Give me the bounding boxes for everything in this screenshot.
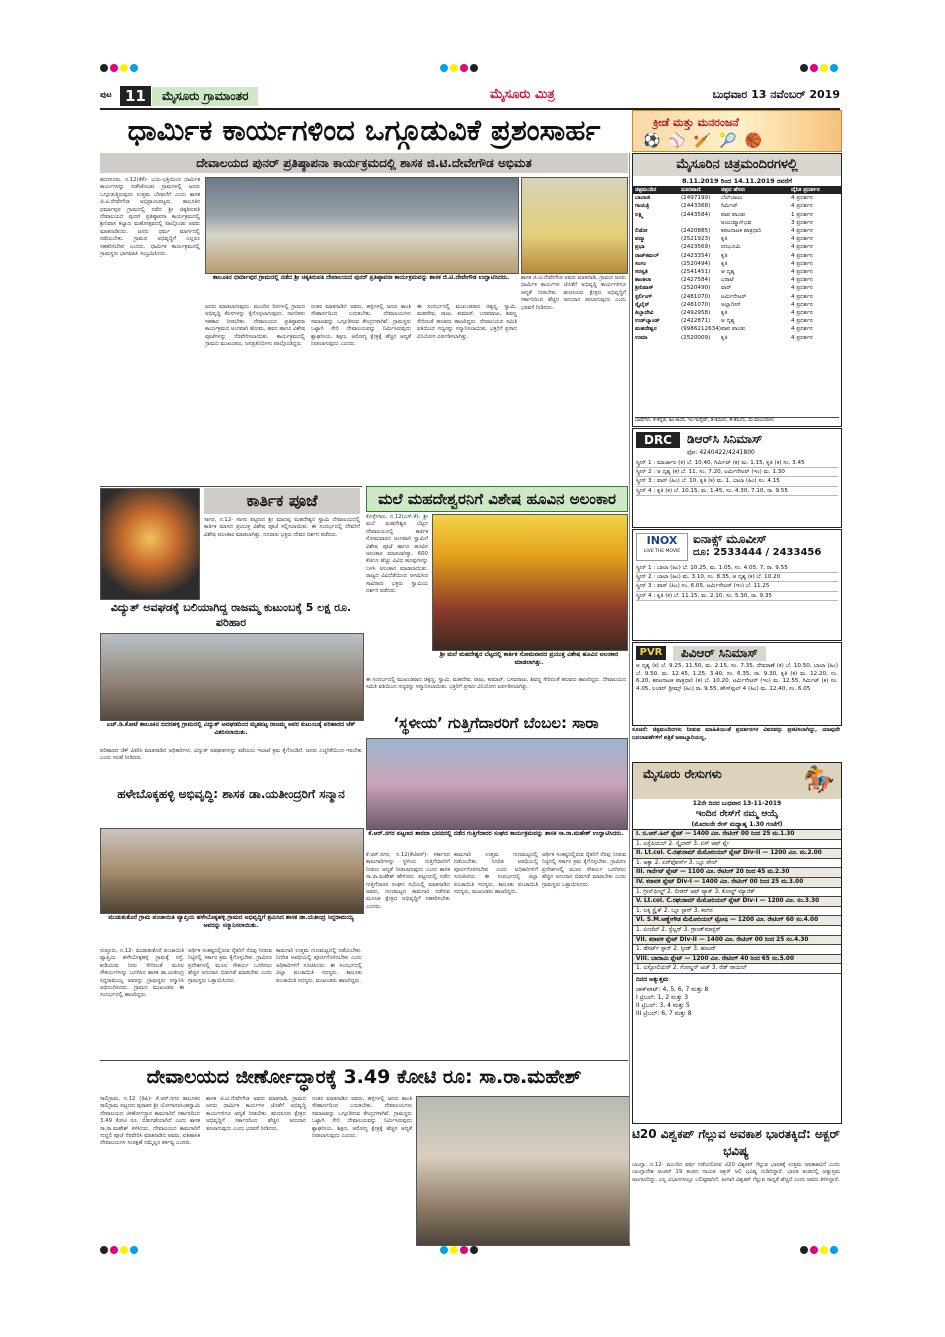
halebokkahalli-caption: ಮುಡುಕುತೊರೆ ಗ್ರಾಮ ಪಂಚಾಯಿತಿ ವ್ಯಾಪ್ತಿಯ ಹಳೇಬೊಕ್ಕಹಳ್ಳಿ ಗ್ರಾಮದ ಅಭಿವೃದ್ಧಿಗೆ ಶ್ರಮಿಸಿದ ಶಾಸಕ ಡಾ.ಯತೀಂದ್ರ ಸಿದ್ದರಾಮಯ್ಯ ಅವರನ್ನು ಸನ್ಮಾನಿಸಲಾಯಿತು. (108, 914, 354, 929)
cinema-cell: ಲಕ್ಷ್ಮಿ (635, 211, 644, 218)
cinema-table-row (633, 301, 841, 309)
races-header (633, 763, 841, 799)
race-line: 1. ಲಕ್ಕಿ ಸ್ಟ್ರೈಕ್ 2. ಬ್ಲೂ ಸ್ಟಾರ್ 3. ಕಂಗನ (633, 907, 841, 917)
cinema-cell: ಗಾಯತ್ರಿ (635, 203, 650, 210)
cinema-listing (632, 153, 842, 427)
race-line: 1. ಏಂಜೆಲ್ 2. ಸ್ಟೆಲ್ಲರ್ 3. ಗ್ರಾಂಡ್‌ಮಾಸ್ಟರ್ (633, 926, 841, 936)
cinema-table-row (633, 219, 841, 227)
cinema-cell: ಕೃತಿ (721, 236, 728, 243)
cinema-date-range: 8.11.2019 ರಿಂದ 14.11.2019 ರವರೆಗೆ (681, 177, 793, 185)
cinema-cell: 4 ಪ್ರದರ್ಶನ (791, 260, 813, 267)
pvr-body: ಆ ದೃಶ್ಯ (ಕ) ಬೆ. 9.25, 11.50, ಮ. 2.15, ಸಂ. 7.35, ದೇವರಾಣೆ (ಕ) ಬೆ. 10.50, ಬಾಲಾ (ಹಿಂ) ಬೆ. 9.50, ಮ. 12.45, 1.25, 3.40, ಸಂ. 6.35, ರಾ. 9.30, ಕೃತಿ (ಕ) ಮ. 12.20, ಸಂ. 6.20, ಕಪಟನಾಟಕ ಪಾತ್ರಧಾರಿ (ಕ) ಬೆ. 10.20, ಟರ್ಮಿನೇಟರ್ (ಇಂ) ಮ. 12.55, ಗಿರ್ಮಿಟ್ (ಕ) ಸಂ. 4.05, ಲಂಡನ್ ಡ್ರೀಮ್ಸ್ (ಹಿಂ) ರಾ. 9.55, ಹೌಸ್‌ಫುಲ್ 4 (ಹಿಂ) ಮ. 12.40, ಸಂ. 6.05 (636, 663, 838, 692)
cinema-cell (633, 219, 681, 227)
cinema-cell: (2443368) (681, 203, 711, 210)
races-jackpot (633, 986, 841, 1018)
inox-screen-line: ಸ್ಕ್ರೀನ್ 1 : ಬಾಲಾ (ಹಿಂ) ಬೆ. 10.25, ಮ. 1.05, ಸಂ. 4.05, 7, ರಾ. 9.55 (636, 564, 838, 573)
race-jackpot-line: II ಟ್ರಿಬಲ್: 3, 4 ಮತ್ತು 5 (636, 1001, 690, 1009)
karthika-headline: ಕಾರ್ತಿಕ ಪೂಜೆ (204, 488, 360, 514)
cinema-table-row (633, 194, 841, 202)
race-jackpot-line: ಜಾಕ್‌ಪಾಟ್: 4, 5, 6, 7 ಮತ್ತು 8 (636, 985, 709, 993)
flower-headline: ಮಲೆ ಮಹದೇಶ್ವರನಿಗೆ ವಿಶೇಷ ಹೂವಿನ ಅಲಂಕಾರ (366, 486, 628, 512)
compensation-caption: ಎಚ್.ಡಿ.ಕೋಟೆ ತಾಲೂಕಿನ ಬಿದರಹಳ್ಳಿ ಗ್ರಾಮದಲ್ಲಿ ವಿದ್ಯುತ್ ಅವಘಡದಿಂದ ಮೃತಪಟ್ಟ ರಾಜಮ್ಮ ಅವರ ಕುಟುಂಬಕ್ಕೆ ಪರಿಹಾರದ ಚೆಕ್ ವಿತರಿಸಲಾಯಿತು. (106, 721, 356, 736)
cinema-cell: (2520490) (681, 285, 711, 292)
inox-title: ಐನಾಕ್ಸ್ ಮೂವೀಸ್ (693, 532, 767, 546)
cinema-title: ಮೈಸೂರಿನ ಚಿತ್ರಮಂದಿರಗಳಲ್ಲಿ (633, 154, 841, 176)
lead-body-col3: ನಂತರ ಮಾತನಾಡಿದ ಅವರು, ಹಳ್ಳಿಗಳಲ್ಲಿ ಜನರು ಶಾಂತಿ ಸೌಹಾರ್ದದಿಂದ ಬದುಕಬೇಕು. ದೇವಾಲಯಗಳು ಸಮಾಜವನ್ನು ಒಗ್ಗೂಡಿಸುವ ಕೇಂದ್ರಗಳಾಗಿವೆ. ಗ್ರಾಮಸ್ಥರು ಒಟ್ಟಾಗಿ ಸೇರಿ ದೇವಾಲಯವನ್ನು ನಿರ್ಮಿಸಿರುವುದು ಶ್ಲಾಘನೀಯ. ಶಿಕ್ಷಣ, ಆರೋಗ್ಯ ಕ್ಷೇತ್ರಕ್ಕೆ ಹೆಚ್ಚಿನ ಆದ್ಯತೆ ನೀಡಲಾಗುವುದು ಎಂದರು. (311, 304, 411, 348)
sports-figures-icon: ⚽⚾🏏🎾🏀 (643, 133, 771, 149)
temple-body-col1: ಸಾಲಿಗ್ರಾಮ, ನ.12 (ಡಿಪಿ)- ಕೆ.ಆರ್.ನಗರ ತಾಲೂಕಿನ ಸಾಲಿಗ್ರಾಮ ಪಟ್ಟಣದ ಪುರಾತನ ಶ್ರೀ ಯೋಗಾನರಸಿಂಹಸ್ವಾಮಿ ದೇವಾಲಯದ ಜೀರ್ಣೋದ್ಧಾರ ಕಾಮಗಾರಿಗೆ ಸರ್ಕಾರದಿಂದ 3.49 ಕೋಟಿ ರೂ. ಬಿಡುಗಡೆಯಾಗಿದೆ ಎಂದು ಶಾಸಕ ಸಾ.ರಾ.ಮಹೇಶ್ ತಿಳಿಸಿದರು. ದೇವಾಲಯದ ಕಾಮಗಾರಿಗೆ ಗುದ್ದಲಿ ಪೂಜೆ ನೆರವೇರಿಸಿ ಮಾತನಾಡಿದ ಅವರು, ಐತಿಹಾಸಿಕ ದೇವಾಲಯಗಳ ಸಂರಕ್ಷಣೆ ನಮ್ಮೆಲ್ಲರ ಕರ್ತವ್ಯ ಎಂದರು. (100, 1096, 200, 1147)
cinema-cell: (2423354) (681, 252, 711, 259)
cinema-cell: (2520009) (681, 334, 711, 341)
cinema-cell: (2497199) (681, 195, 711, 202)
sports-banner (632, 110, 842, 152)
temple-body-col3: ನಂತರ ಮಾತನಾಡಿದ ಅವರು, ಹಳ್ಳಿಗಳಲ್ಲಿ ಜನರು ಶಾಂತಿ ಸೌಹಾರ್ದದಿಂದ ಬದುಕಬೇಕು. ದೇವಾಲಯಗಳು ಸಮಾಜವನ್ನು ಒಗ್ಗೂಡಿಸುವ ಕೇಂದ್ರಗಳಾಗಿವೆ. ಗ್ರಾಮಸ್ಥರು ಒಟ್ಟಾಗಿ ಸೇರಿ ದೇವಾಲಯವನ್ನು ನಿರ್ಮಿಸಿರುವುದು ಶ್ಲಾಘನೀಯ. ಶಿಕ್ಷಣ, ಆರೋಗ್ಯ ಕ್ಷೇತ್ರಕ್ಕೆ ಹೆಚ್ಚಿನ ಆದ್ಯತೆ ನೀಡಲಾಗುವುದು ಎಂದರು. (312, 1096, 412, 1140)
cinema-cell: (2420885) (681, 228, 711, 235)
cinema-cell (681, 219, 721, 227)
cinema-cell: ಪ್ರಭಾ (635, 244, 645, 251)
cinema-cell: ಉಡ್‌ಲ್ಯಾಂಡ್ (635, 318, 660, 325)
cinema-cell: ಸ್ಟರ್ಲಿಂಗ್ (635, 293, 653, 300)
drc-screen-line: ಸ್ಕ್ರೀನ್ 3 : ವಾರ್ (ಹಿಂ) ಬೆ. 10, ಕೃತಿ (ಕ) ಮ. 1, ಬಾಲಾ (ಹಿಂ) ಸಂ. 4.15 (636, 477, 838, 486)
local-headline: ‘ಸ್ಥಳೀಯ’ ಗುತ್ತಿಗೆದಾರರಿಗೆ ಬೆಂಬಲ: ಸಾರಾ (393, 714, 599, 732)
cinema-table-row (633, 293, 841, 301)
race-line: 1. ಅಕ್ವಾ 2. ಏರ್‌ಫೋರ್ಸ್ 3. ಬ್ಲೂ ವೇಲ್ (633, 859, 841, 869)
local-body-col2: ಕಾಮಗಾರಿ ಉತ್ತಮ ಗುಣಮಟ್ಟದಲ್ಲಿ ನಡೆಯಬೇಕು. ನಿಗದಿತ ಅವಧಿಯಲ್ಲಿ ಪೂರ್ಣಗೊಳಿಸಬೇಕು ಎಂದು ಅಧಿಕಾರಿಗಳಿಗೆ ಸೂಚಿಸಿದರು. ಈ ಸಂದರ್ಭದಲ್ಲಿ ಜಿಲ್ಲಾ ಪಂಚಾಯಿತಿ ಸದಸ್ಯರು, ತಾಲೂಕು ಪಂಚಾಯಿತಿ ಸದಸ್ಯರು, ಮುಖಂಡರು ಹಾಜರಿದ್ದರು. (454, 852, 538, 896)
cinema-cell: ಬೆಲ್‌ಬಾಟಂ (721, 195, 743, 202)
cinema-cell: 4 ಪ್ರದರ್ಶನ (791, 252, 813, 259)
cinema-cell: ಆ ದೃಶ್ಯ (721, 269, 735, 276)
cinema-cell: ಬಾಲಾಜಿ (635, 195, 651, 202)
races-first-time: (ಮೊದಲನೇ ರೇಸ್ ಮಧ್ಯಾಹ್ನ 1.30 ಗಂಟೆಗೆ) (633, 820, 841, 830)
cinema-cell: 4 ಪ್ರದರ್ಶನ (791, 326, 813, 333)
cinema-table-row (633, 309, 841, 317)
races-list (633, 830, 841, 974)
drc-title: ಡಿಆರ್‌ಸಿ ಸಿನಿಮಾಸ್ (687, 432, 763, 446)
cinema-cell: (2492958) (681, 310, 711, 317)
race-line: I. ಬಿ.ಆರ್.ಹಿಲ್ ಪ್ಲೇಟ್ — 1400 ಮೀ. ರೇಟಿಂಗ್ 00 ರಿಂದ 25 ಮ.1.30 (633, 830, 841, 840)
t20-headline: ಟಿ20 ವಿಶ್ವಕಪ್ ಗೆಲ್ಲುವ ಅವಕಾಶ ಭಾರತಕ್ಕಿದೆ: ಅಕ್ಬರ್ ಭವಿಷ್ಯ (632, 1127, 840, 1158)
cinema-cell: ಕೃತಿ (721, 252, 728, 259)
cinema-cell: ಆಯುಷ್ಮಾನ್‌ಭವ (721, 219, 752, 226)
inox-screen-line: ಸ್ಕ್ರೀನ್ 4 : ಕೃತಿ (ಕ) ಬೆ. 11.15, ಮ. 2.10, ಸಂ. 5.30, ರಾ. 9.35 (636, 592, 838, 601)
cinema-table-row (633, 202, 841, 210)
cinema-cell: 4 ಪ್ರದರ್ಶನ (791, 269, 813, 276)
cinema-cell: 4 ಪ್ರದರ್ಶನ (791, 277, 813, 284)
cinema-cell: ಉಮಾ (635, 334, 648, 341)
inox-screen-line: ಸ್ಕ್ರೀನ್ 2 : ಬಾಲಾ (ಹಿಂ) ಮ. 3.10, ಸಂ. 8.35, ಆ ದೃಶ್ಯ (ಕ) ಬೆ. 10.20 (636, 573, 838, 582)
lead-body-col4: ಈ ಸಂದರ್ಭದಲ್ಲಿ ಮುಖಂಡರಾದ ಚಿಕ್ಕಣ್ಣ, ಸ್ವಾಮಿ, ಮಹದೇವ, ರಾಜು, ಕುಮಾರ್, ಬಸವರಾಜು, ಶಿವಣ್ಣ ಸೇರಿದಂತೆ ಹಲವರು ಹಾಜರಿದ್ದರು. ದೇವಾಲಯದ ಸಮಿತಿ ವತಿಯಿಂದ ಗಣ್ಯರನ್ನು ಸನ್ಮಾನಿಸಲಾಯಿತು. ಭಕ್ತರಿಗೆ ಪ್ರಸಾದ ವಿನಿಯೋಗ ಏರ್ಪಡಿಸಲಾಗಿತ್ತು. (417, 304, 517, 340)
cinema-table-row (633, 260, 841, 268)
halebokkahalli-body-col3: ಕಾಮಗಾರಿ ಉತ್ತಮ ಗುಣಮಟ್ಟದಲ್ಲಿ ನಡೆಯಬೇಕು. ನಿಗದಿತ ಅವಧಿಯಲ್ಲಿ ಪೂರ್ಣಗೊಳಿಸಬೇಕು ಎಂದು ಅಧಿಕಾರಿಗಳಿಗೆ ಸೂಚಿಸಿದರು. ಈ ಸಂದರ್ಭದಲ್ಲಿ ಜಿಲ್ಲಾ ಪಂಚಾಯಿತಿ ಸದಸ್ಯರು, ತಾಲೂಕು ಪಂಚಾಯಿತಿ ಸದಸ್ಯರು, ಮುಖಂಡರು ಹಾಜರಿದ್ದರು. (276, 948, 362, 984)
race-line: 1. ಡೆಸರ್ಟ್ ಸ್ಟಾರ್ 2. ಸ್ಪೀಡ್ 3. ಹಂಟರ್ (633, 945, 841, 955)
race-line: 1. ಎಸ್ಪೆಷಿಯಲ್ 2. ಸ್ಕೈಲಾರ್ 3. ಏಸ್ ಆಫ್ ಪ್ಲೇ (633, 840, 841, 850)
cinema-cell: ಕೃತಿ (721, 334, 728, 341)
inox-schedule (636, 564, 838, 601)
compensation-headline: ವಿದ್ಯುತ್ ಅವಘಡಕ್ಕೆ ಬಲಿಯಾಗಿದ್ದ ರಾಜಮ್ಮ ಕುಟುಂಬಕ್ಕೆ 5 ಲಕ್ಷ ರೂ. ಪರಿಹಾರ (110, 601, 352, 629)
cinema-table-row (633, 276, 841, 284)
drc-schedule (636, 459, 838, 496)
section-rule-2 (100, 486, 362, 487)
cinema-cell: ಮಹದೇಶ್ವರ (635, 326, 657, 333)
cinema-cell: (2541451) (681, 269, 711, 276)
halebokkahalli-photo (100, 828, 364, 914)
section-rule (100, 1060, 628, 1061)
race-line: II. Lt.col. C.ರಘುರಾಮ್ ಮೆಮೋರಿಯಲ್ ಪ್ಲೇಟ್ Div-II — 1200 ಮೀ. ಮ.2.00 (633, 849, 841, 859)
cinema-cell: ಶ್ರೀನಿವಾಸ್ (635, 285, 654, 292)
inox-tagline: LIVE THE MOVIE (643, 549, 681, 554)
flower-caption: ಶ್ರೀ ಮಲೆ ಮಹದೇಶ್ವರ ಬೆಟ್ಟದಲ್ಲಿ ಕಾರ್ತಿಕ ಸೋಮವಾರದ ಪ್ರಯುಕ್ತ ವಿಶೇಷ ಹೂವಿನ ಅಲಂಕಾರ ಮಾಡಲಾಗಿತ್ತು. (439, 651, 619, 666)
race-line: 1. ಎಸ್ಪೋಲಿಯರ್ 2. ಗೋಲ್ಡನ್ ಟಚ್ 3. ರೆಡ್ ರಾಯಲ್ (633, 964, 841, 974)
cinema-cell: 4 ಪ್ರದರ್ಶನ (791, 310, 813, 317)
cinema-table-row (633, 334, 841, 342)
cinema-notice: ಸೂಚನೆ: ಚಿತ್ರಮಂದಿರಗಳು ನೀಡುವ ಮಾಹಿತಿಯಂತೆ ಪ್ರದರ್ಶನಗಳ ವಿವರವನ್ನು ಪ್ರಕಟಿಸಲಾಗಿದ್ದು, ಯಾವುದೇ ಬದಲಾವಣೆಗಳಿಗೆ ಪತ್ರಿಕೆ ಜವಾಬ್ದಾರಿಯಲ್ಲ. (632, 727, 840, 741)
pvr-box (632, 642, 842, 726)
mid-body-col1: ಪರಿಹಾರದ ಚೆಕ್ ವಿತರಿಸಿ ಮಾತನಾಡಿದ ಅಧಿಕಾರಿಗಳು, ವಿದ್ಯುತ್ ಅವಘಡಗಳನ್ನು ತಡೆಯಲು ಇಲಾಖೆ ಕ್ರಮ ಕೈಗೊಂಡಿದೆ. ಜನರು ಎಚ್ಚರಿಕೆಯಿಂದ ಇರಬೇಕು ಎಂದು ಸಲಹೆ ನೀಡಿದರು. (100, 748, 362, 762)
cinema-cell: (2427584) (681, 277, 711, 284)
inox-phone: ದೂ: 2533444 / 2433456 (693, 547, 822, 558)
halebokkahalli-body-col1: ಸುತ್ತೂರು, ನ.12- ಮುಡುಕುತೊರೆ ಪಂಚಾಯಿತಿ ವ್ಯಾಪ್ತಿಯ ಹಳೇಬೊಕ್ಕಹಳ್ಳಿ ಗ್ರಾಮಕ್ಕೆ ರಸ್ತೆ, ಕುಡಿಯುವ ನೀರು ಸೇರಿದಂತೆ ಮೂಲ ಸೌಕರ್ಯಗಳನ್ನು ಒದಗಿಸಿದ ಶಾಸಕ ಡಾ.ಯತೀಂದ್ರ ಸಿದ್ದರಾಮಯ್ಯ ಅವರನ್ನು ಗ್ರಾಮಸ್ಥರು ಸನ್ಮಾನಿಸಿ ಅಭಿನಂದಿಸಿದರು. ಗ್ರಾಮದ ಮುಖಂಡರು ಈ ಸಂದರ್ಭದಲ್ಲಿ ಹಾಜರಿದ್ದರು. (100, 948, 184, 999)
cinema-cell: 4 ಪ್ರದರ್ಶನ (791, 195, 813, 202)
cinema-cell: ಟರ್ಮಿನೇಟರ್ (721, 293, 747, 300)
lead-photo-caption: ತಾಲೂಕಿನ ಧರ್ಮಾಪುರ ಗ್ರಾಮದಲ್ಲಿ ನಡೆದ ಶ್ರೀ ಚಿಕ್ಕತಿರುಪತಿ ದೇವಾಲಯದ ಪುನರ್ ಪ್ರತಿಷ್ಠಾಪನಾ ಕಾರ್ಯಕ್ರಮವನ್ನು ಶಾಸಕ ಜಿ.ಟಿ.ದೇವೇಗೌಡ ಉದ್ಘಾಟಿಸಿದರು. (212, 274, 510, 281)
cinema-cell: ಗಿರ್ಮಿಟ್ (721, 203, 738, 210)
local-body-col1: ಕೆ.ಆರ್.ನಗರ, ನ.12(ಕೆಟಿಆರ್)- ಸರ್ಕಾರದ ಕಾಮಗಾರಿಗಳನ್ನು ಸ್ಥಳೀಯ ಗುತ್ತಿಗೆದಾರರಿಗೆ ನೀಡಲು ಆದ್ಯತೆ ನೀಡಲಾಗುವುದು ಎಂದು ಶಾಸಕ ಸಾ.ರಾ.ಮಹೇಶ್ ಹೇಳಿದರು. ಪಟ್ಟಣದಲ್ಲಿ ನಡೆದ ಗುತ್ತಿಗೆದಾರರ ಸಂಘದ ಸಭೆಯಲ್ಲಿ ಮಾತನಾಡಿದ ಅವರು, ಗುಣಮಟ್ಟದ ಕಾಮಗಾರಿ ನಡೆಸುವ ಮೂಲಕ ಕ್ಷೇತ್ರದ ಅಭಿವೃದ್ಧಿಗೆ ಸಹಕರಿಸಬೇಕು ಎಂದರು. (366, 852, 450, 910)
cinema-cell: 4 ಪ್ರದರ್ಶನ (791, 285, 813, 292)
flower-photo (432, 514, 628, 651)
inox-logo (636, 533, 688, 561)
cinema-cell: ಸರಸ್ವತಿ (635, 269, 648, 276)
cinema-cell: 4 ಪ್ರದರ್ಶನ (791, 203, 813, 210)
cinema-cell: (2423569) (681, 244, 711, 251)
inox-logo-text: INOX (646, 534, 678, 547)
halebokkahalli-body-col2: ಆರ್ಥಿಕ ಸಂಕಷ್ಟದಲ್ಲಿರುವ ರೈತರಿಗೆ ನೆರವು ನೀಡುವ ನಿಟ್ಟಿನಲ್ಲಿ ಸರ್ಕಾರ ಕ್ರಮ ಕೈಗೊಳ್ಳಬೇಕು. ಗ್ರಾಮೀಣ ಪ್ರದೇಶಗಳಲ್ಲಿ ಮೂಲ ಸೌಕರ್ಯ ಒದಗಿಸಲು ಹೆಚ್ಚಿನ ಅನುದಾನ ಬಿಡುಗಡೆ ಮಾಡಬೇಕು ಎಂದು ಗ್ರಾಮಸ್ಥರು ಒತ್ತಾಯಿಸಿದರು. (188, 948, 272, 984)
cinema-cell: ಸಂಗಂ (635, 260, 646, 267)
inox-box (632, 529, 842, 641)
sports-banner-title: ಕ್ರೀಡೆ ಮತ್ತು ಮನರಂಜನೆ (653, 116, 739, 129)
cinema-cell: ಪದ್ಮಾ (635, 236, 645, 243)
lead-body-col1: ಹುಣಸೂರು, ನ.12(ಕೆಕೆ)- ಭಯ-ಭಕ್ತಿಯಿಂದ ಧಾರ್ಮಿಕ ಕಾರ್ಯಗಳನ್ನು ನಡೆಸಿಕೊಂಡು ಗ್ರಾಮಗಳಲ್ಲಿ ಜನರು ಒಗ್ಗೂಡುತ್ತಿರುವುದು ಉತ್ತಮ ಬೆಳವಣಿಗೆ ಎಂದು ಶಾಸಕ ಜಿ.ಟಿ.ದೇವೇಗೌಡ ಅಭಿಪ್ರಾಯಪಟ್ಟರು. ತಾಲೂಕಿನ ಧರ್ಮಾಪುರ ಗ್ರಾಮದಲ್ಲಿ ನಡೆದ ಶ್ರೀ ಚಿಕ್ಕತಿರುಪತಿ ದೇವಾಲಯದ ಪುನರ್ ಪ್ರತಿಷ್ಠಾಪನಾ ಕಾರ್ಯಕ್ರಮದಲ್ಲಿ ಶ್ರೀನಿವಾಸ ಕಲ್ಯಾಣ ಮಹೋತ್ಸವದಲ್ಲಿ ಪಾಲ್ಗೊಂಡು ಅವರು ಮಾತನಾಡಿದರು. ಜನರು ಧರ್ಮ ಮಾರ್ಗದಲ್ಲಿ ನಡೆಯಬೇಕು. ಗ್ರಾಮದ ಅಭಿವೃದ್ಧಿಗೆ ಎಲ್ಲರೂ ಸಹಕರಿಸಬೇಕು ಎಂದರು. ಧಾರ್ಮಿಕ ಕಾರ್ಯಕ್ರಮದಲ್ಲಿ ಗ್ರಾಮಸ್ಥರು ಭಾಗವಹಿಸಿ ಸಂಭ್ರಮಿಸಿದರು. (100, 177, 200, 258)
drc-screen-line: ಸ್ಕ್ರೀನ್ 2 : ಆ ದೃಶ್ಯ (ಕ) ಬೆ. 11, ಸಂ. 7.20, ಟರ್ಮಿನೇಟರ್ (ಇಂ) ಮ. 1.30 (636, 468, 838, 477)
temple-headline: ದೇವಾಲಯದ ಜೀರ್ಣೋದ್ಧಾರಕ್ಕೆ 3.49 ಕೋಟಿ ರೂ: ಸಾ.ರಾ.ಮಹೇಶ್ (146, 1066, 582, 1088)
cinema-table-row (633, 243, 841, 251)
karthika-body: ಸಾಗರ, ನ.12- ಸಾಗರ ಪಟ್ಟಣದ ಶ್ರೀ ಮಾದಪ್ಪ ಮಹದೇಶ್ವರ ಸ್ವಾಮಿ ದೇವಾಲಯದಲ್ಲಿ ಕಾರ್ತಿಕ ಮಾಸದ ಪ್ರಯುಕ್ತ ವಿಶೇಷ ಪೂಜೆ ಸಲ್ಲಿಸಲಾಯಿತು. ಈ ಸಂದರ್ಭದಲ್ಲಿ ದೇವರಿಗೆ ವಿಶೇಷ ಅಲಂಕಾರ ಮಾಡಲಾಗಿತ್ತು. ನೂರಾರು ಭಕ್ತರು ದೇವರ ದರ್ಶನ ಪಡೆದರು. (204, 517, 360, 538)
lead-photo (205, 177, 519, 274)
t20-body: ಬಾಂಗ್ಲಾ, ನ.12- ಮುಂದಿನ ವರ್ಷ ನಡೆಯಲಿರುವ ಟಿ20 ವಿಶ್ವಕಪ್ ಗೆಲ್ಲುವ ಭಾರತಕ್ಕೆ ಉತ್ತಮ ಅವಕಾಶವಿದೆ ಎಂದು ಬಾಂಗ್ಲಾದೇಶ ಅಂಡರ್ 19 ತಂಡದ ನಾಯಕ ಅಕ್ಬರ್ ಅಲಿ ಭವಿಷ್ಯ ನುಡಿದಿದ್ದಾರೆ. ಭಾರತ ತಂಡದಲ್ಲಿ ಅತ್ಯುತ್ತಮ ಆಟಗಾರರಿದ್ದು, ಎಲ್ಲ ವಿಭಾಗಗಳಲ್ಲೂ ಬಲಿಷ್ಠವಾಗಿದೆ. ಹೀಗಾಗಿ ವಿಶ್ವಕಪ್ ಗೆಲ್ಲುವ ಸಾಧ್ಯತೆ ಹೆಚ್ಚಿದೆ ಎಂದು ಅವರು ತಿಳಿಸಿದ್ದಾರೆ. (632, 1162, 840, 1183)
drc-screen-line: ಸ್ಕ್ರೀನ್ 1 : ಮಾರ್ಜಾಲ (ಕ) ಬೆ. 10.40, ಗಿರ್ಮಿಟ್ (ಕ) ಮ. 1.15, ಕೃತಿ (ಕ) ಸಂ. 3.45 (636, 459, 838, 468)
cinema-cell: ರಾಜ್‌ಕಮಲ್ (635, 252, 659, 259)
lead-body-col2: ಜನರು ಮಾಡಲಾಗುವುದು. ಮುಂದಿನ ದಿನಗಳಲ್ಲಿ ಗ್ರಾಮದ ಅಭಿವೃದ್ಧಿ ಕೆಲಸಗಳನ್ನು ಕೈಗೊಳ್ಳಲಾಗುವುದು. ನಾಗರಿಕರು ಸಹಕಾರ ನೀಡಬೇಕು. ದೇವಾಲಯದ ಪ್ರತಿಷ್ಠಾಪನಾ ಕಾರ್ಯಕ್ರಮದ ಅಂಗವಾಗಿ ಹೋಮ, ಹವನ ಹಾಗೂ ವಿಶೇಷ ಪೂಜೆಗಳನ್ನು ನೆರವೇರಿಸಲಾಯಿತು. ಕಾರ್ಯಕ್ರಮದಲ್ಲಿ ಗ್ರಾಮದ ಮುಖಂಡರು, ಜನಪ್ರತಿನಿಧಿಗಳು ಪಾಲ್ಗೊಂಡಿದ್ದರು. (205, 304, 305, 348)
cinema-cell: 1 ಪ್ರದರ್ಶನ (791, 211, 813, 218)
races-day: 12ನೇ ದಿನದ ಬುಧವಾರ 13-11-2019 (692, 800, 782, 807)
cinema-cell: 4 ಪ್ರದರ್ಶನ (791, 236, 813, 243)
paper-name: ಮೈಸೂರು ಮಿತ್ರ (490, 87, 555, 102)
cinema-cell: ಭರಾಟೆ (721, 277, 734, 284)
race-line: III. ಗಾರ್ನೆಟ್ ಪ್ಲೇಟ್ — 1100 ಮೀ. ರೇಟಿಂಗ್ 20 ರಿಂದ 45 ಮ.2.30 (633, 868, 841, 878)
cinema-cell: ಕಪಟನಾಟಕ ಪಾತ್ರಧಾರಿ (721, 228, 762, 235)
drc-phone: ಫೋ: 4240422/4241800 (687, 449, 755, 456)
cinema-cell: ಕೃತಿ (721, 310, 728, 317)
compensation-photo (100, 633, 364, 721)
cinema-table-row (633, 235, 841, 243)
cinema-cell: 4 ಪ್ರದರ್ಶನ (791, 228, 813, 235)
cinema-cell: (9986212634) (681, 326, 721, 333)
race-line: IV. ಕರಾವಳಿ ಪ್ಲೇಟ್ Div-I — 1400 ಮೀ. ರೇಟಿಂಗ್ 00 ರಿಂದ 25 ಮ.3.00 (633, 878, 841, 888)
pvr-logo: PVR (636, 646, 666, 660)
local-caption: ಕೆ.ಆರ್.ನಗರ ಪಟ್ಟಣದ ಶಾರದಾ ಭವನದಲ್ಲಿ ನಡೆದ ಗುತ್ತಿಗೆದಾರರ ಸಂಘದ ಕಾರ್ಯಕ್ರಮವನ್ನು ಶಾಸಕ ಸಾ.ರಾ.ಮಹೇಶ್ ಉದ್ಘಾಟಿಸಿದರು. (368, 830, 624, 837)
halebokkahalli-headline: ಹಳೇಬೊಕ್ಕಹಳ್ಳಿ ಅಭಿವೃದ್ಧಿ: ಶಾಸಕ ಡಾ.ಯತೀಂದ್ರರಿಗೆ ಸನ್ಮಾನ (117, 787, 345, 801)
cinema-cell: 3 ಪ್ರದರ್ಶನ (791, 219, 813, 226)
flower-body-2: ಈ ಸಂದರ್ಭದಲ್ಲಿ ಮುಖಂಡರಾದ ಚಿಕ್ಕಣ್ಣ, ಸ್ವಾಮಿ, ಮಹದೇವ, ರಾಜು, ಕುಮಾರ್, ಬಸವರಾಜು, ಶಿವಣ್ಣ ಸೇರಿದಂತೆ ಹಲವರು ಹಾಜರಿದ್ದರು. ದೇವಾಲಯದ ಸಮಿತಿ ವತಿಯಿಂದ ಗಣ್ಯರನ್ನು ಸನ್ಮಾನಿಸಲಾಯಿತು. ಭಕ್ತರಿಗೆ ಪ್ರಸಾದ ವಿನಿಯೋಗ ಏರ್ಪಡಿಸಲಾಗಿತ್ತು. (366, 677, 626, 691)
registration-marks-top (100, 64, 840, 74)
drc-logo: DRC (636, 432, 680, 448)
cinema-cell: ಲಿಡೋ (635, 228, 648, 235)
cinema-cell: (2481070) (681, 301, 711, 308)
cinema-table-header: ಚಿತ್ರಮಂದಿರ ದೂರವಾಣಿ ಚಿತ್ರದ ಹೆಸರು ದೈನಿಕ ಪ್ರದರ್ಶನ (633, 186, 841, 194)
lead-headline: ಧಾರ್ಮಿಕ ಕಾರ್ಯಗಳಿಂದ ಒಗ್ಗೂಡುವಿಕೆ ಪ್ರಶಂಸಾರ್ಹ (127, 113, 601, 147)
cinema-table-row (633, 227, 841, 235)
cinema-table-body (633, 194, 841, 342)
temple-body-col2: ಶಾಸಕ ಜಿ.ಟಿ.ದೇವೇಗೌಡ ಅವರು ಮಾತನಾಡಿ, ಗ್ರಾಮದ ಜನರು ಧಾರ್ಮಿಕ ಕಾರ್ಯಗಳ ಜೊತೆಗೆ ಅಭಿವೃದ್ಧಿ ಕಾರ್ಯಗಳಿಗೂ ಆದ್ಯತೆ ನೀಡಬೇಕು. ಹುಣಸೂರು ಕ್ಷೇತ್ರದ ಅಭಿವೃದ್ಧಿಗೆ ಸರ್ಕಾರದಿಂದ ಹೆಚ್ಚಿನ ಅನುದಾನ ತರಲಾಗುವುದು ಎಂದು ಭರವಸೆ ನೀಡಿದರು. (206, 1096, 306, 1132)
cinema-table-row (633, 211, 841, 219)
cinema-table-row (633, 317, 841, 325)
racehorse-icon: 🏇 (802, 765, 835, 795)
cinema-cell: ಅಲ್ಲಾದೀನ್ (721, 301, 742, 308)
temple-photo (416, 1096, 630, 1246)
cinema-cell: ಸ್ಕೈಲೈನ್ (635, 301, 650, 308)
local-photo (366, 738, 628, 830)
race-line: VIII. ಬಾದಾಮಿ ಪ್ಲೇಟ್ — 1200 ಮೀ. ರೇಟಿಂಗ್ 40 ರಿಂದ 65 ಸಂ.5.00 (633, 955, 841, 965)
cinema-cell: ತಿಬ್ಬಾದೇವಿ (635, 310, 654, 317)
race-line: V. Lt.col. C.ರಘುರಾಮ್ ಮೆಮೋರಿಯಲ್ ಪ್ಲೇಟ್ Div-I — 1200 ಮೀ. ಸಂ.3.30 (633, 897, 841, 907)
cinema-cell: ರಣಭೂಮಿ (721, 244, 741, 251)
cinema-cell: (2520494) (681, 260, 711, 267)
issue-date: ಬುಧವಾರ 13 ನವೆಂಬರ್ 2019 (712, 88, 840, 101)
races-tip-label: ದಿನದ ಅತ್ಯುತ್ತಮ (636, 975, 669, 983)
cinema-cell: 4 ಪ್ರದರ್ಶನ (791, 318, 813, 325)
cinema-cell: 4 ಪ್ರದರ್ಶನ (791, 293, 813, 300)
races-pick-title: ಇಂದಿನ ರೇಸ್‌ಗೆ ನಮ್ಮ ಆಯ್ಕೆ (695, 809, 779, 819)
registration-marks-bottom (100, 1246, 840, 1256)
cinema-cell: ವಾರ್ (721, 285, 732, 292)
pvr-title: ಪಿವಿಆರ್ ಸಿನಿಮಾಸ್ (673, 646, 766, 661)
race-line: VII. ಕರಾವಳಿ ಪ್ಲೇಟ್ Div-II — 1400 ಮೀ. ರೇಟಿಂಗ್ 00 ರಿಂದ 25 ಸಂ.4.30 (633, 936, 841, 946)
cinema-cell: ಕೃತಿ (721, 260, 728, 267)
inox-screen-line: ಸ್ಕ್ರೀನ್ 3 : ವಾರ್ (ಹಿಂ) ಸಂ. 6.05, ಟರ್ಮಿನೇಟರ್ (ಇಂ) ಬೆ. 11.25 (636, 582, 838, 591)
race-line: VI. S.M.ಅಣ್ಣೇಗೌಡ ಮೆಮೋರಿಯಲ್ ಟ್ರೋಫಿ — 1200 ಮೀ. ರೇಟಿಂಗ್ 60 ಸಂ.4.00 (633, 916, 841, 926)
lead-photo-right (521, 177, 628, 274)
lead-body-col5: ಶಾಸಕ ಜಿ.ಟಿ.ದೇವೇಗೌಡ ಅವರು ಮಾತನಾಡಿ, ಗ್ರಾಮದ ಜನರು ಧಾರ್ಮಿಕ ಕಾರ್ಯಗಳ ಜೊತೆಗೆ ಅಭಿವೃದ್ಧಿ ಕಾರ್ಯಗಳಿಗೂ ಆದ್ಯತೆ ನೀಡಬೇಕು. ಹುಣಸೂರು ಕ್ಷೇತ್ರದ ಅಭಿವೃದ್ಧಿಗೆ ಸರ್ಕಾರದಿಂದ ಹೆಚ್ಚಿನ ಅನುದಾನ ತರಲಾಗುವುದು ಎಂದು ಭರವಸೆ ನೀಡಿದರು. (521, 275, 626, 311)
cinema-cell: 4 ಪ್ರದರ್ಶನ (791, 334, 813, 341)
flower-body: ಕೊಳ್ಳೇಗಾಲ, ನ.12(ಎಸ್.ಕೆ)- ಶ್ರೀ ಮಲೆ ಮಹದೇಶ್ವರ ಬೆಟ್ಟದ ದೇವಾಲಯದಲ್ಲಿ ಕಾರ್ತಿಕ ಸೋಮವಾರದ ಅಂಗವಾಗಿ ಸ್ವಾಮಿಗೆ ವಿಶೇಷ ಪೂಜೆ ಹಾಗೂ ಹೂವಿನ ಅಲಂಕಾರ ಮಾಡಲಾಗಿತ್ತು. 600 ಕೆಜಿಗೂ ಹೆಚ್ಚು ವಿವಿಧ ಹೂವುಗಳನ್ನು ಬಳಸಿ ಅಲಂಕಾರ ಮಾಡಲಾಯಿತು. ರಾಜ್ಯದ ವಿವಿಧೆಡೆಯಿಂದ ಆಗಮಿಸಿದ ಸಾವಿರಾರು ಭಕ್ತರು ಸ್ವಾಮಿಯ ದರ್ಶನ ಪಡೆದರು. (366, 514, 428, 595)
masthead (100, 86, 840, 110)
cinema-cell: 4 ಪ್ರದರ್ಶನ (791, 301, 813, 308)
cinema-cell: ಪಾಪ ಪಾಂಡು (721, 211, 746, 218)
cinema-cell: ಆ ದೃಶ್ಯ (721, 318, 735, 325)
section-name: ಮೈಸೂರು ಗ್ರಾಮಾಂತರ (152, 87, 258, 106)
race-jackpot-line: III ಟ್ರಿಬಲ್: 6, 7 ಮತ್ತು 8 (636, 1009, 692, 1017)
page-label: ಪುಟ (100, 90, 112, 99)
cinema-cell: (2521923) (681, 236, 711, 243)
cinema-cell: ಶಾಂತಲಾ (635, 277, 652, 284)
races-title: ಮೈಸೂರು ರೇಸುಗಳು (643, 767, 722, 781)
cinema-cell: 4 ಪ್ರದರ್ಶನ (791, 244, 813, 251)
race-line: 1. ಗ್ರೀನ್‌ಫೀಲ್ಡ್ 2. ಲೀಡರ್ ಆಫ್ ಪ್ಯಾಕ್ 3. ಕೋಲ್ಡ್ ಮ್ಯಾಜಿಕ್ (633, 888, 841, 898)
karthika-photo (100, 488, 200, 600)
races-box (632, 762, 842, 1124)
cinema-table-row (633, 268, 841, 276)
cinema-cell: (2443584) (681, 211, 711, 218)
cinema-table-row (633, 325, 841, 333)
page-number: 11 (120, 86, 151, 106)
drc-cinemas-box (632, 428, 842, 528)
cinema-table-row (633, 252, 841, 260)
lead-subhead: ದೇವಾಲಯದ ಪುನರ್ ಪ್ರತಿಷ್ಠಾಪನಾ ಕಾರ್ಯಕ್ರಮದಲ್ಲಿ ಶಾಸಕ ಜಿ.ಟಿ.ದೇವೇಗೌಡ ಅಭಿಮತ (100, 153, 628, 173)
column-rule (629, 153, 630, 1243)
drc-screen-line: ಸ್ಕ್ರೀನ್ 4 : ಕೃತಿ (ಕ) ಬೆ. 10.15, ಮ. 1.45, ಸಂ. 4.30, 7.10, ರಾ. 9.55 (636, 487, 838, 496)
cinema-cell: ಪಾಪ ಪಾಂಡು (721, 326, 746, 333)
cinema-table-row (633, 284, 841, 292)
cinema-cell: (2481070) (681, 293, 711, 300)
local-body-col3: ಆರ್ಥಿಕ ಸಂಕಷ್ಟದಲ್ಲಿರುವ ರೈತರಿಗೆ ನೆರವು ನೀಡುವ ನಿಟ್ಟಿನಲ್ಲಿ ಸರ್ಕಾರ ಕ್ರಮ ಕೈಗೊಳ್ಳಬೇಕು. ಗ್ರಾಮೀಣ ಪ್ರದೇಶಗಳಲ್ಲಿ ಮೂಲ ಸೌಕರ್ಯ ಒದಗಿಸಲು ಹೆಚ್ಚಿನ ಅನುದಾನ ಬಿಡುಗಡೆ ಮಾಡಬೇಕು ಎಂದು ಗ್ರಾಮಸ್ಥರು ಒತ್ತಾಯಿಸಿದರು. (542, 852, 626, 888)
cinema-footnote: ಭಾಷೆಗಳು: ಕ-ಕನ್ನಡ, ಹಿಂ-ಹಿಂದಿ, ಇಂ-ಇಂಗ್ಲಿಷ್, ತ-ತಮಿಳು, ತೆ-ತೆಲುಗು, ಮ-ಮಲಯಾಳಂ (635, 417, 839, 424)
cinema-cell: (2422871) (681, 318, 711, 325)
race-jackpot-line: I ಟ್ರಿಬಲ್: 1, 2 ಮತ್ತು 3 (636, 993, 689, 1001)
